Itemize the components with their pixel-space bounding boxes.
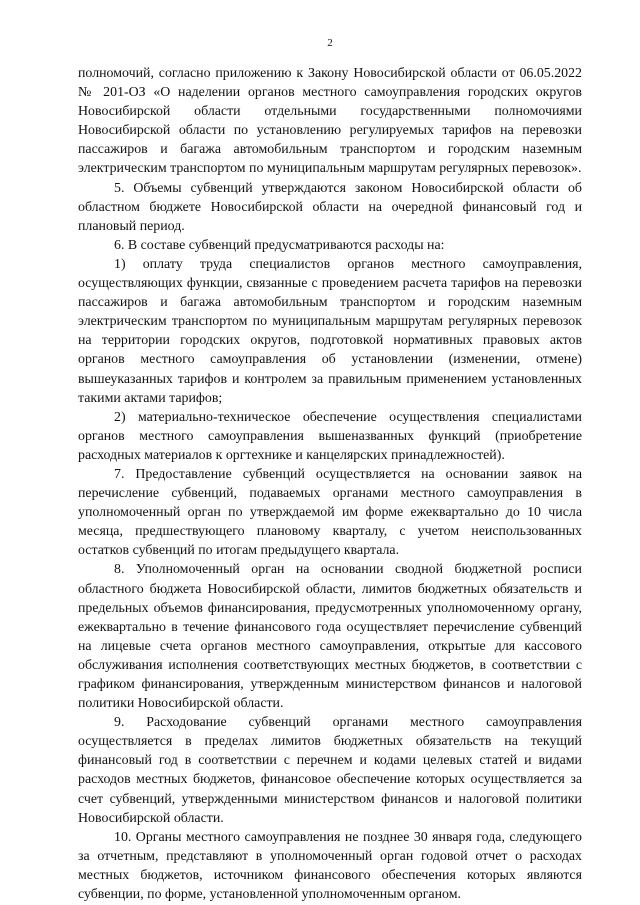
paragraph-continuation: полномочий, согласно приложению к Закону Новосибирской области от 06.05.2022 № 201-ОЗ «О наделении органов местного самоуправления городских округов Новосибирской области отдельными государственными полномочиями Новосибирской области по установлению регулируемых тарифов на перевозки пассажиров и багажа автомобильным транспортом и городским наземным электрическим транспортом по муниципальным маршрутам регулярных перевозок». <box>78 66 582 177</box>
paragraph-10: 10. Органы местного самоуправления не позднее 30 января года, следующего за отчетным, представляют в уполномоченный орган годовой отчет о расходах местных бюджетов, источником финансового обеспечения которых являются субвенции, по форме, установленной уполномоченным органом. <box>78 829 582 903</box>
paragraph-9: 9. Расходование субвенций органами местного самоуправления осуществляется в пределах лимитов бюджетных обязательств на текущий финансовый год в соответствии с перечнем и кодами целевых статей и видами расходов местных бюджетов, финансовое обеспечение которых осуществляется за счет субвенций, утвержденными министерством финансов и налоговой политики Новосибирской области. <box>78 715 582 826</box>
paragraph-6-item-1: 1) оплату труда специалистов органов местного самоуправления, осуществляющих функции, связанные с проведением расчета тарифов на перевозки пассажиров и багажа автомобильным транспортом и городским наземным электрическим транспортом по муниципальным маршрутам регулярных перевозок на территории городских округов, подготовкой нормативных правовых актов органов местного самоуправления об установлении (изменении, отмене) вышеуказанных тарифов и контролем за правильным применением установленных такими актами тарифов; <box>78 256 582 406</box>
page-number: 2 <box>327 37 333 49</box>
paragraph-6: 6. В составе субвенций предусматриваются расходы на: <box>114 237 445 253</box>
paragraph-6-item-2: 2) материально-техническое обеспечение осуществления специалистами органов местного самоуправления вышеназванных функций (приобретение расходных материалов к оргтехнике и канцелярских принадлежностей). <box>78 409 582 463</box>
paragraph-8: 8. Уполномоченный орган на основании сводной бюджетной росписи областного бюджета Новосибирской области, лимитов бюджетных обязательств и предельных объемов финансирования, предусмотренных уполномоченному органу, ежеквартально в течение финансового года осуществляет перечисление субвенций на лицевые счета органов местного самоуправления, открытые для кассового обслуживания исполнения соответствующих местных бюджетов, в соответствии с графиком финансирования, утвержденным министерством финансов и налоговой политики Новосибирской области. <box>78 562 582 712</box>
paragraph-7: 7. Предоставление субвенций осуществляется на основании заявок на перечисление субвенций, подаваемых органами местного самоуправления в уполномоченный орган по утверждаемой им форме ежеквартально до 10 числа месяца, предшествующего плановому кварталу, с учетом неиспользованных остатков субвенций по итогам предыдущего квартала. <box>78 466 582 559</box>
paragraph-5: 5. Объемы субвенций утверждаются законом Новосибирской области об областном бюджете Новосибирской области на очередной финансовый год и плановый период. <box>78 180 582 234</box>
